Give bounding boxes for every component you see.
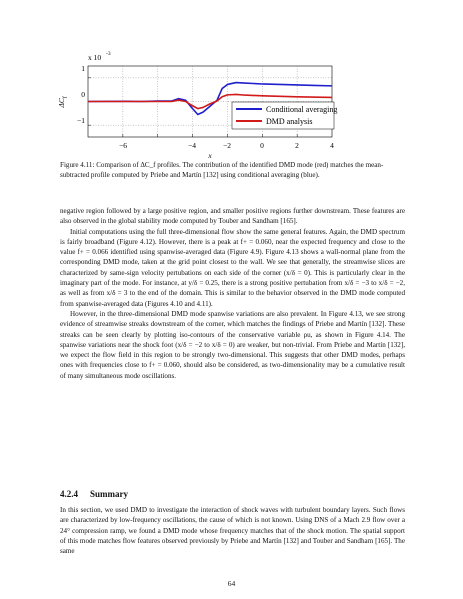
section-title: Summary — [90, 489, 128, 499]
x-tick-label: −2 — [223, 141, 231, 150]
x-tick-label: 2 — [295, 141, 299, 150]
x-tick-label: −6 — [119, 141, 127, 150]
legend-label-conditional: Conditional averaging — [266, 105, 338, 114]
y-scale-label: x 10 — [88, 53, 102, 62]
y-tick-label: 1 — [81, 64, 85, 73]
page-number: 64 — [227, 579, 236, 588]
y-scale-exponent: -3 — [106, 51, 111, 57]
x-axis-label: x — [208, 151, 212, 160]
y-axis-label — [57, 95, 68, 108]
figure-caption: Figure 4.11: Comparison of ΔC_f profiles. The contribution of the identified DMD mode (red) matches the mean-subtracted profile computed by Priebe and Martín [132] using conditional averaging (blue). — [60, 161, 384, 180]
x-tick-label: 0 — [260, 141, 264, 150]
y-tick-labels — [77, 64, 85, 125]
x-tick-label: 4 — [330, 141, 334, 150]
section-heading — [60, 489, 140, 499]
paragraph: negative region followed by a large positive region, and smaller positive regions further downstream. These features are also observed in the global stability mode computed by Touber and Sandham [165]. — [60, 207, 405, 226]
svg-text:ΔCf: $\Delta C_f$ — [57, 96, 68, 108]
section-number: 4.2.4 — [60, 489, 78, 499]
y-tick-label: −1 — [77, 116, 85, 125]
y-tick-label: 0 — [81, 90, 85, 99]
legend — [232, 102, 337, 129]
paragraph: In this section, we used DMD to investigate the interaction of shock waves with turbulent boundary layers. Such flows are characterized by low-frequency oscillations, the cause of which is not known. Using DNS of a Mach 2.9 flow over a 24° compression ramp, we found a DMD mode whose frequency matches that of the shock motion. The spatial support of this mode matches flow features observed previously by Priebe and Martín [132] and Touber and Sandham [165]. The same — [60, 506, 405, 556]
paragraph: However, in the three-dimensional DMD mode spanwise variations are also prevalent. In Figure 4.13, we see strong evidence of streamwise streaks downstream of the corner, which matches the findings of Priebe and Martín [132]. These streaks can be seen clearly by plotting iso-contours of the conservative variable ρu, as shown in Figure 4.14. The spanwise variations near the shock foot (x/δ = −2 to x/δ = 0) are weaker, but non-trivial. From Priebe and Martín [132], we expect the flow field in this region to be strongly two-dimensional. This suggests that other DMD modes, perhaps ones with frequencies close to f+ = 0.060, should also be considered, as two-dimensionality may be a cumulative result of many simultaneous mode oscillations. — [60, 309, 405, 380]
x-tick-labels — [119, 141, 334, 150]
paragraph: Initial computations using the full three-dimensional flow show the same general features. Again, the DMD spectrum is fairly broadband (Figure 4.12). However, there is a peak at f+ = 0.060, near the expected frequency and close to the value f+ = 0.066 identified using spanwise-averaged data (Figure 4.9). Figure 4.13 shows a wall-normal plane from the corresponding DMD mode, taken at the grid point closest to the wall. We see that generally, the streamwise slices are characterized by same-sign velocity pertubations on each side of the corner (x/δ = 0). This is particularly clear in the imaginary part of the mode. For instance, at y/δ = 0.25, there is a strong positive pertubation from x/δ = −3 to x/δ = −2, as well as from x/δ = 3 to the end of the domain. This is similar to the behavior observed in the DMD mode computed from spanwise-averaged data (Figures 4.10 and 4.11). — [60, 227, 405, 308]
figure-4-11 — [0, 0, 463, 165]
summary-text — [60, 505, 405, 556]
body-text-main — [60, 206, 405, 381]
x-tick-label: −4 — [188, 141, 196, 150]
legend-label-dmd: DMD analysis — [266, 117, 313, 126]
